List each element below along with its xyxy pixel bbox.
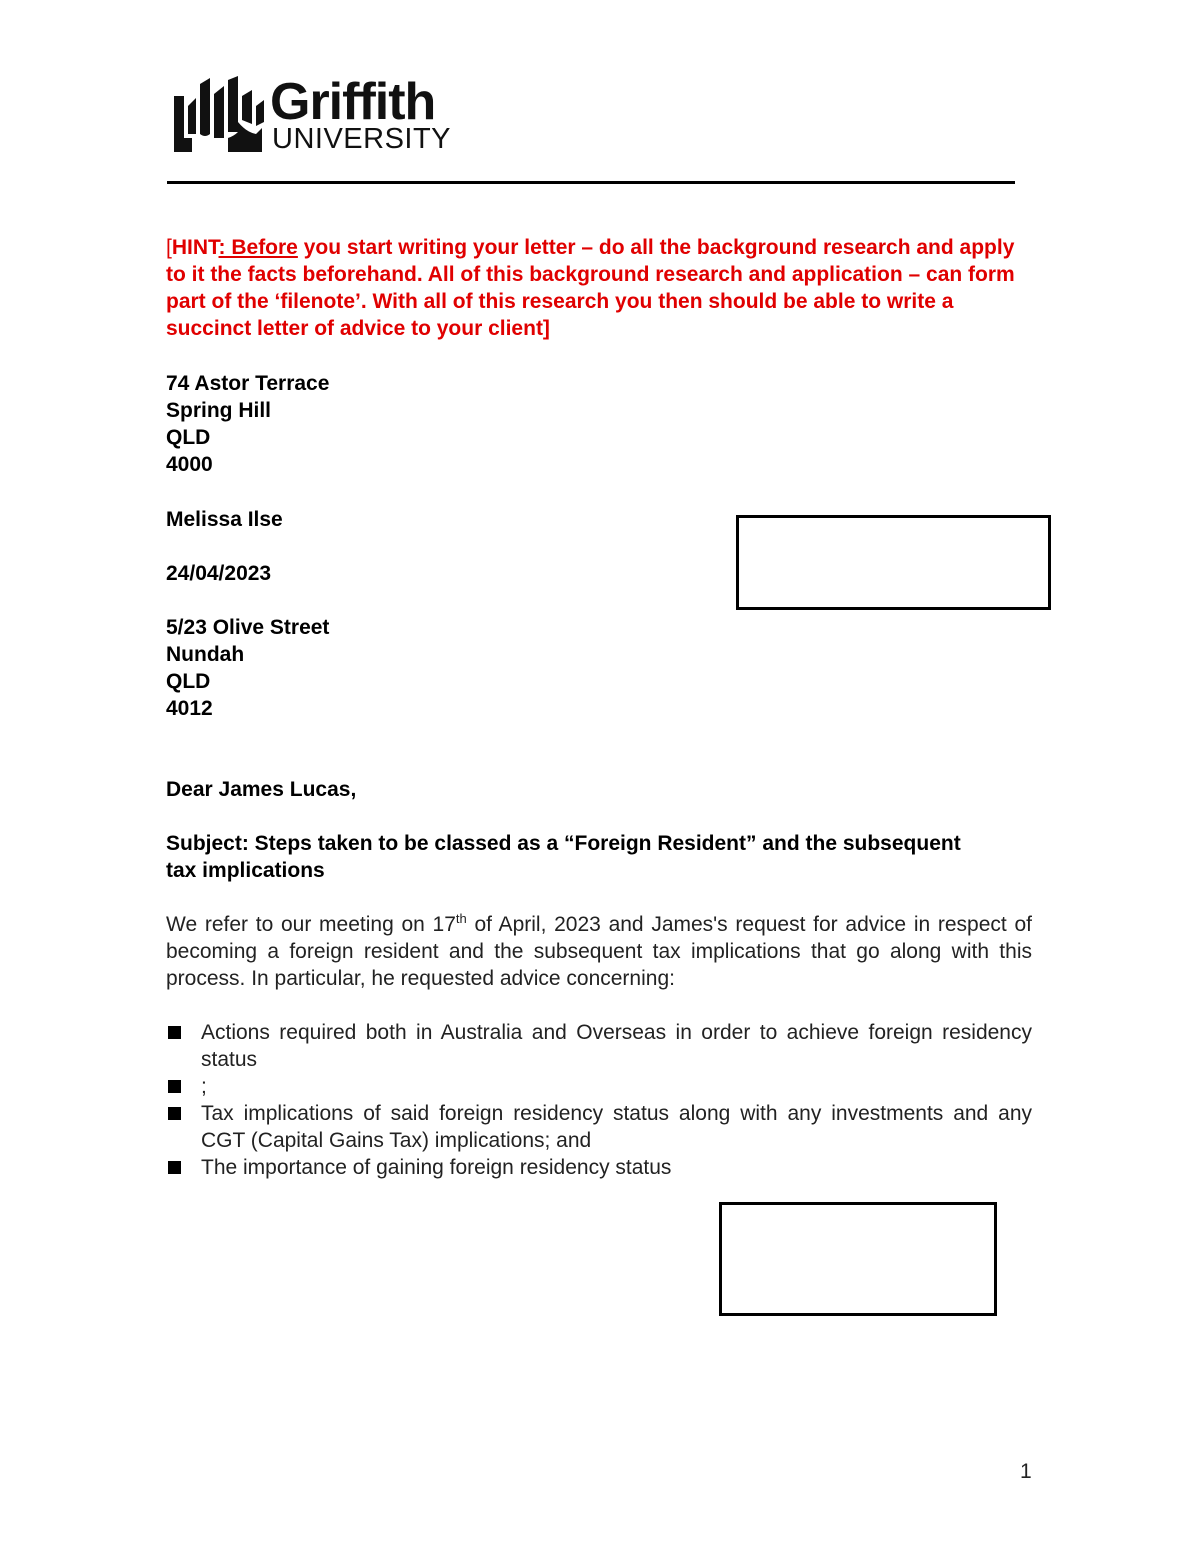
recipient-address-line: 4012 [166,697,213,720]
logo-wordmark: Griffith [270,73,436,131]
header-divider [167,181,1015,184]
sender-address-line: Spring Hill [166,399,271,422]
list-item [166,1154,1032,1181]
list-item [166,1100,1032,1154]
letter-date: 24/04/2023 [166,562,272,585]
page-number: 1 [1020,1460,1032,1483]
sender-address-line: 74 Astor Terrace [166,372,330,395]
advice-bullet-list [166,1019,1032,1181]
intro-part2: of April, 2023 and James's request for advice in respect of becoming a foreign resident and the subsequent tax implications that go along with this process. In particular, he requested advice concerning: [166,913,1032,990]
logo-subtitle: UNIVERSITY [272,123,452,155]
hint-underlined: : Before [218,236,298,259]
hint-text: you start writing your letter – do all the background research and apply to it the facts beforehand. All of this background research and application – can form part of the ‘filenote’. With all of this research you then should be able to write a succinct letter of advice to your client] [166,236,1015,340]
sender-name: Melissa Ilse [166,508,283,531]
hint-paragraph [166,234,1034,342]
list-item [166,1073,1032,1100]
recipient-address [166,614,1036,722]
recipient-address-line: 5/23 Olive Street [166,616,330,639]
recipient-address-line: QLD [166,670,211,693]
intro-part1: We refer to our meeting on 17 [166,913,456,936]
list-item-text: Actions required both in Australia and Overseas in order to achieve foreign residency status [201,1021,1032,1071]
square-bullet-icon [168,1161,181,1174]
hint-label: HINT [171,236,219,259]
griffith-emblem-icon [174,76,264,152]
intro-paragraph [166,911,1032,992]
list-item [166,1019,1032,1073]
list-item-text: Tax implications of said foreign residency status along with any investments and any CGT (Capital Gains Tax) implications; and [201,1102,1032,1152]
square-bullet-icon [168,1080,181,1093]
sender-address [166,370,1036,478]
sender-address-line: QLD [166,426,211,449]
list-item-text: ; [201,1075,207,1098]
empty-annotation-box [736,515,1051,610]
hint-open-bracket: [ [166,236,172,259]
recipient-address-line: Nundah [166,643,245,666]
sender-address-line: 4000 [166,453,213,476]
greeting: Dear James Lucas, [166,778,357,801]
square-bullet-icon [168,1026,181,1039]
list-item-text: The importance of gaining foreign residency status [201,1156,672,1179]
subject-line: Subject: Steps taken to be classed as a “Foreign Resident” and the subsequent tax implications [166,832,961,882]
intro-superscript: th [455,911,467,926]
empty-annotation-box [719,1202,997,1316]
square-bullet-icon [168,1107,181,1120]
